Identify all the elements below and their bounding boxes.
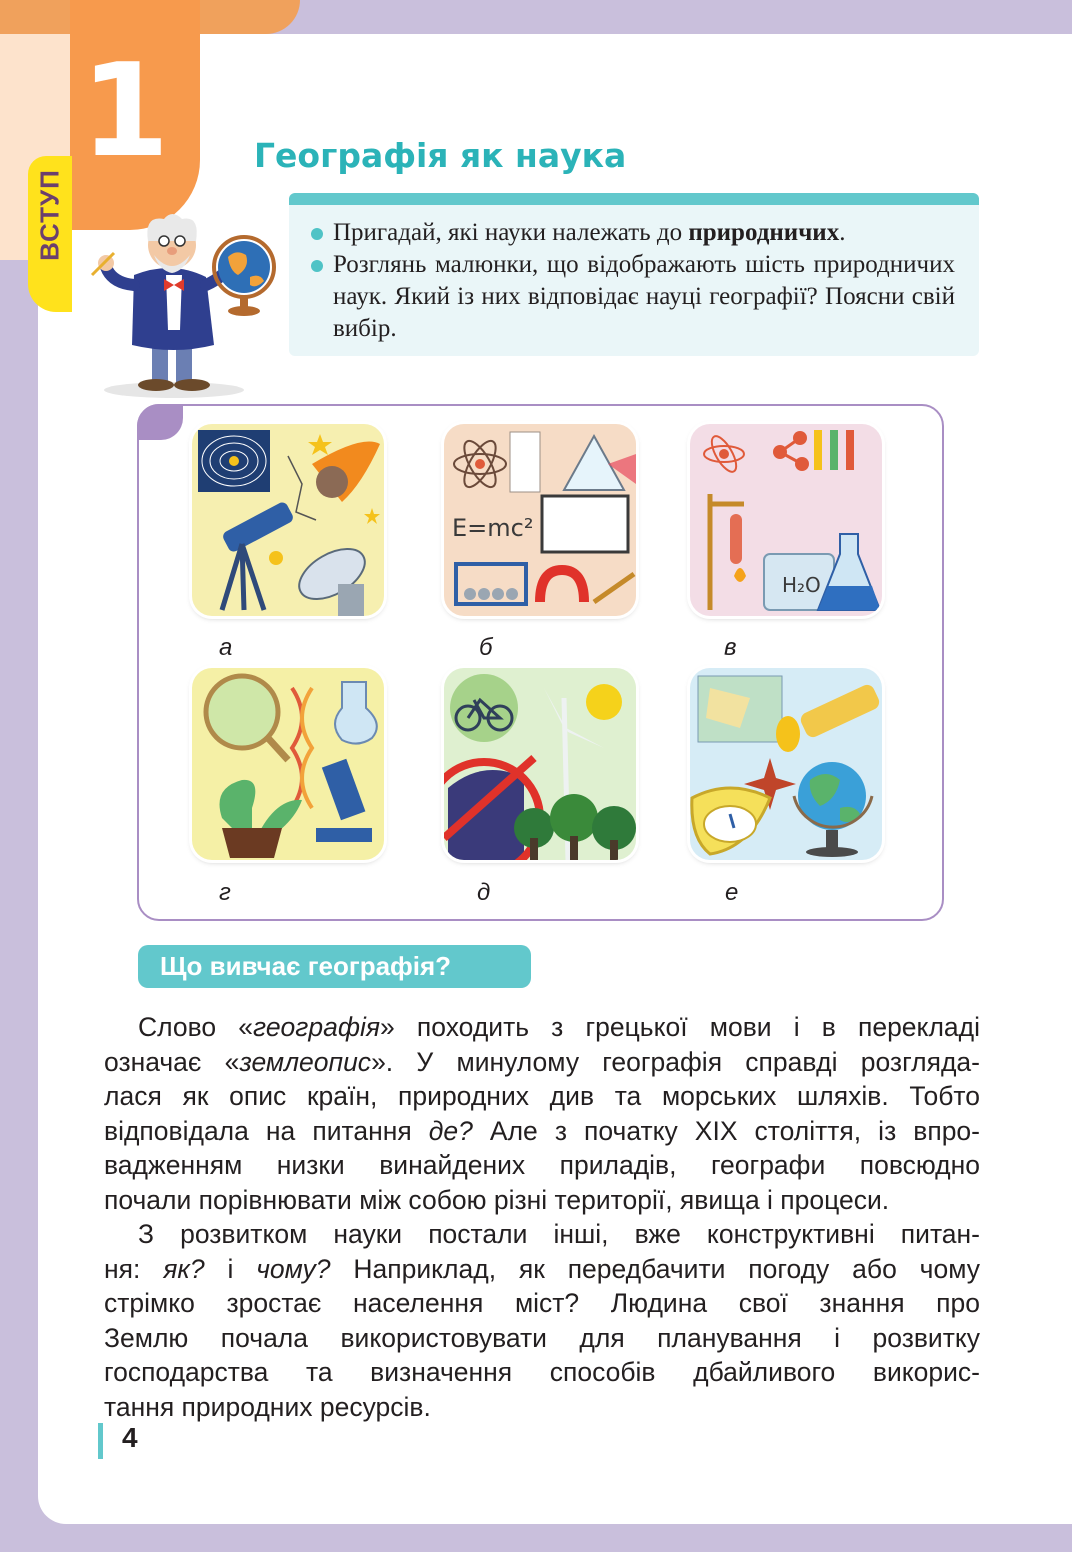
bullet-icon — [311, 228, 323, 240]
body-text-line: ня: як? і чому? Наприклад, як передбачити погоду або чому — [104, 1253, 980, 1284]
emphasized-term: де? — [428, 1115, 473, 1146]
body-text-line: Слово «географія» походить з грецької мови і в перекладі — [138, 1012, 980, 1042]
body-text-line: означає «землеопис». У минулому географія справді розгляда- — [104, 1046, 980, 1077]
physics-illustration — [444, 424, 636, 616]
scientist-mascot-illustration — [84, 205, 294, 400]
chemistry-illustration — [690, 424, 882, 616]
biology-illustration — [192, 668, 384, 860]
body-text-line: вадженням низки винайдених приладів, географи повсюдно — [104, 1150, 980, 1180]
page-number: 4 — [122, 1422, 138, 1453]
question-box — [289, 193, 979, 356]
formula-label: H₂O — [782, 573, 821, 597]
body-text-line: тання природних ресурсів. — [104, 1391, 431, 1422]
ecology-illustration — [444, 668, 636, 860]
body-text-line: лася як опис країн, природних див та морських шляхів. Тобто — [104, 1081, 980, 1111]
question-list — [305, 217, 955, 345]
bullet-icon — [311, 260, 323, 272]
body-text-line: стрімко зростає населення міст? Людина свої знання про — [104, 1288, 980, 1318]
emphasized-term: землеопис — [239, 1046, 372, 1077]
image-caption: б — [479, 634, 493, 661]
astronomy-illustration — [192, 424, 384, 616]
question-item: Розглянь малюнки, що відображають шість природничих наук. Який із них відповідає науці географії? Поясни свій вибір. — [305, 249, 955, 345]
emphasized-term: чому? — [256, 1253, 331, 1284]
body-text-line: відповідала на питання де? Але з початку XIX століття, із впро- — [104, 1115, 980, 1146]
geography-illustration — [690, 668, 882, 860]
image-caption: д — [477, 879, 491, 906]
emphasized-term: як? — [163, 1253, 205, 1284]
emphasized-term: географія — [253, 1012, 381, 1042]
question-item: Пригадай, які науки належать до природничих. — [305, 217, 955, 249]
image-caption: г — [219, 879, 231, 906]
section-heading: Що вивчає географія? — [138, 945, 531, 988]
page-number-bar — [98, 1423, 103, 1459]
body-text-line: З розвитком науки постали інші, вже конструктивні питан- — [138, 1219, 980, 1249]
lesson-title: Географія як наука — [254, 136, 627, 175]
body-text-line: почали порівнювати між собою різні території, явища і процеси. — [104, 1184, 890, 1215]
section-tab-label: ВСТУП — [34, 169, 65, 261]
image-caption: в — [724, 634, 737, 661]
body-text-line: Землю почала використовувати для планування і розвитку — [104, 1322, 980, 1353]
body-text — [104, 1010, 980, 1424]
image-caption: а — [219, 634, 233, 661]
image-caption: е — [725, 879, 739, 906]
chapter-number: 1 — [80, 37, 170, 186]
body-text-line: господарства та визначення способів дбайливого викорис- — [104, 1357, 980, 1387]
formula-label: E=mc² — [452, 514, 534, 542]
